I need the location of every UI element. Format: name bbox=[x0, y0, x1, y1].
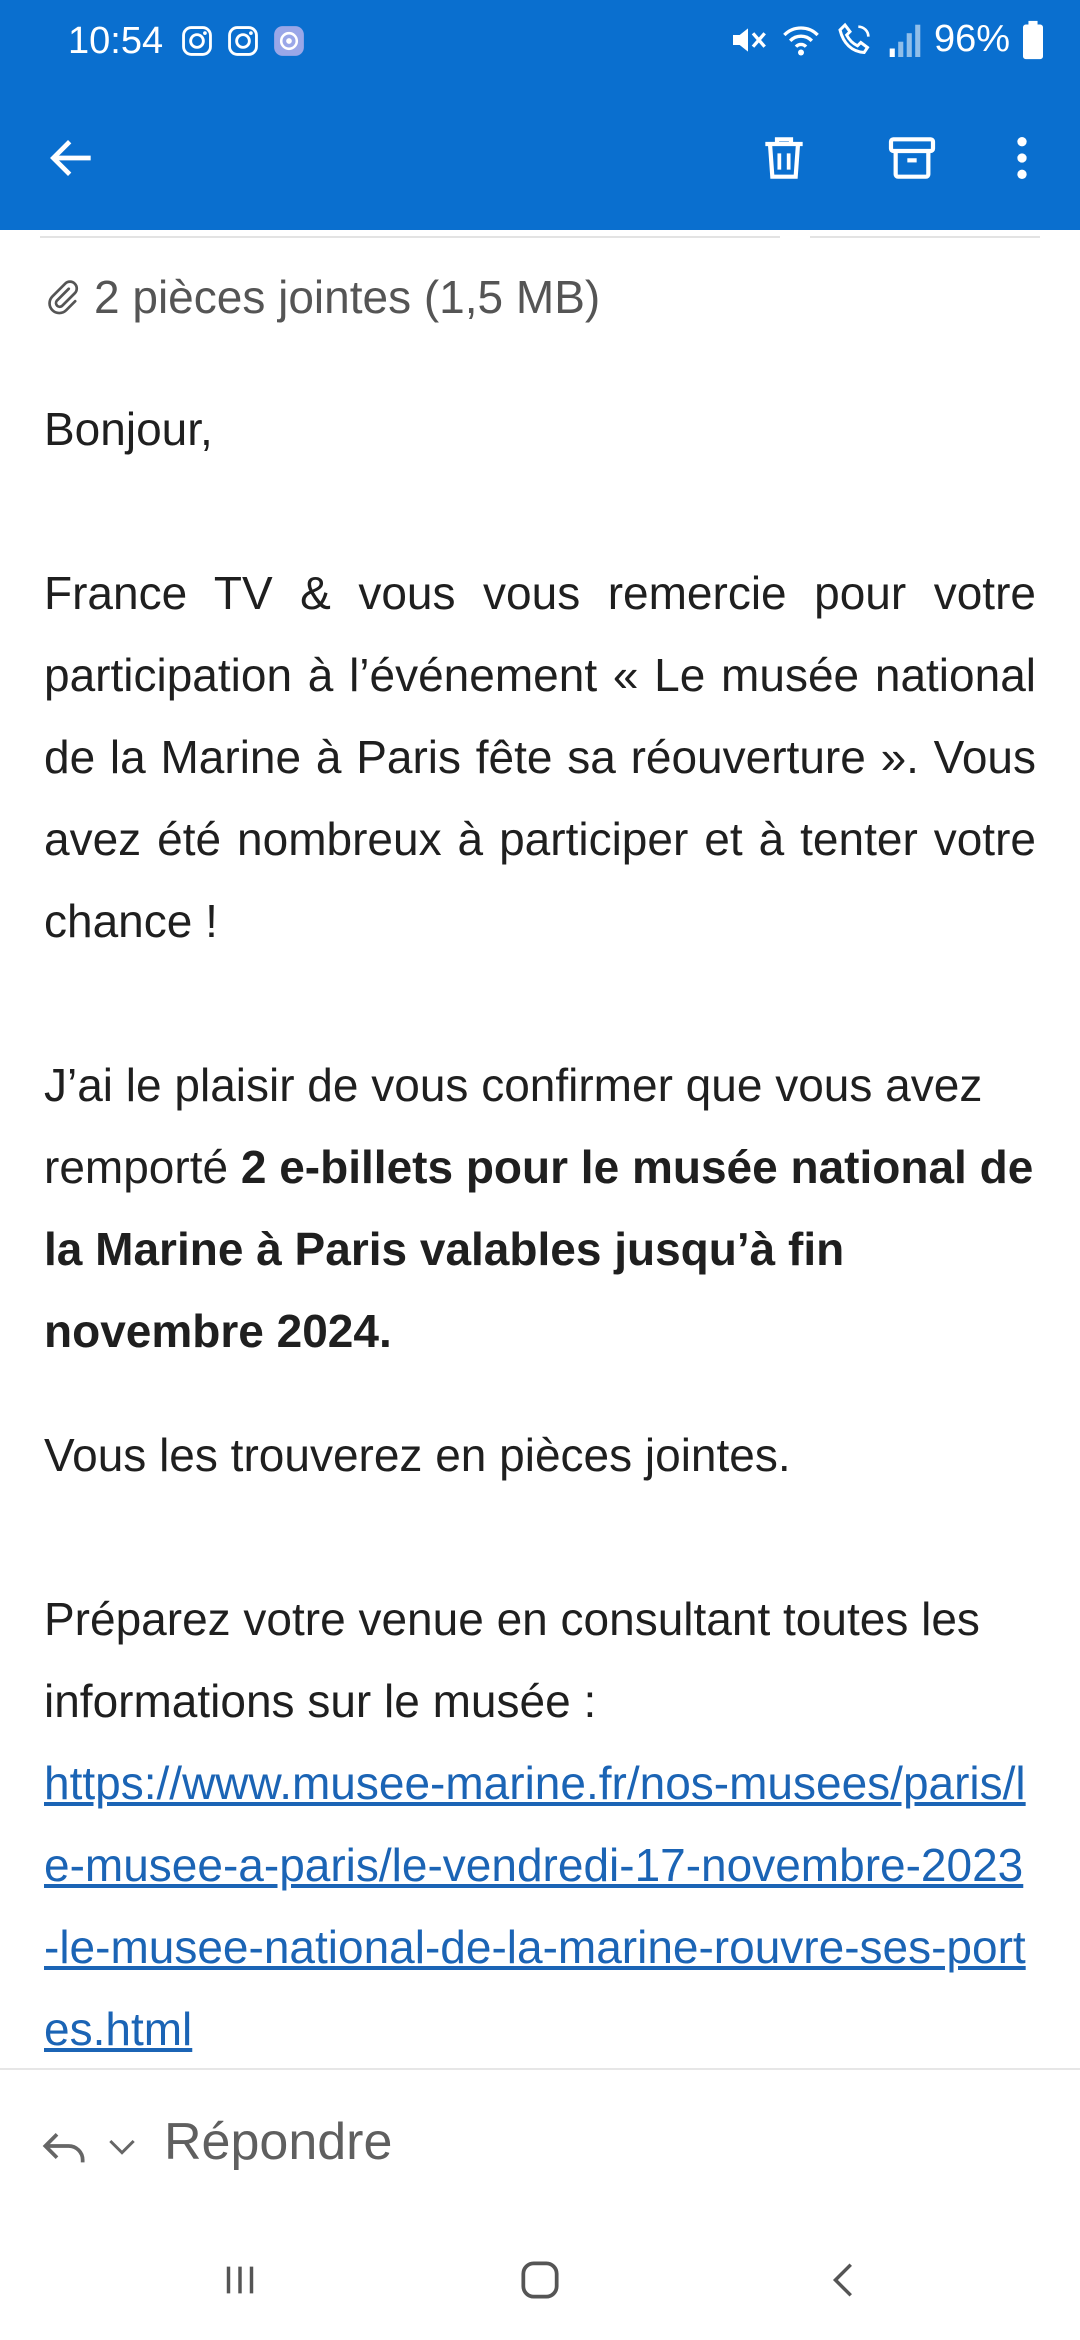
attachments-label: 2 pièces jointes (1,5 MB) bbox=[94, 271, 601, 323]
reply-bar bbox=[0, 2068, 1080, 2222]
home-button[interactable] bbox=[500, 2250, 580, 2310]
chevron-down-icon bbox=[102, 2126, 142, 2166]
body-paragraph: Préparez votre venue en consultant toutes les informations sur le musée : bbox=[44, 1593, 980, 1727]
instagram-icon bbox=[180, 24, 214, 58]
greeting: Bonjour, bbox=[44, 403, 213, 455]
attachments-summary[interactable] bbox=[44, 262, 600, 332]
status-time: 10:54 bbox=[68, 20, 164, 62]
instagram-icon bbox=[226, 24, 260, 58]
body-paragraph: France TV & vous vous remercie pour votre participation à l’événement « Le musée national de la Marine à Paris fête sa réouverture ». Vous avez été nombreux à participer et à tenter votre chance ! bbox=[44, 567, 1036, 947]
mute-icon bbox=[728, 20, 768, 60]
wifi-calling-icon bbox=[834, 20, 876, 60]
reply-button[interactable]: Répondre bbox=[164, 2113, 393, 2171]
battery-percentage: 96% bbox=[933, 18, 1010, 60]
home-icon bbox=[515, 2255, 565, 2305]
archive-button[interactable] bbox=[876, 122, 948, 194]
signal-icon bbox=[888, 21, 922, 59]
nav-back-button[interactable] bbox=[805, 2250, 885, 2310]
archive-icon bbox=[884, 130, 940, 186]
app-notification-icon bbox=[272, 24, 306, 58]
email-content[interactable] bbox=[0, 230, 1080, 2068]
battery-icon bbox=[1022, 20, 1044, 60]
body-paragraph: Vous les trouverez en pièces jointes. bbox=[44, 1429, 791, 1481]
prize-text: 2 e-billets pour le musée national de la Marine à Paris valables jusqu’à fin novembre 2024. bbox=[44, 1141, 1034, 1357]
system-navigation-bar bbox=[0, 2220, 1080, 2340]
recent-apps-icon bbox=[217, 2257, 263, 2303]
more-vert-icon bbox=[994, 130, 1050, 186]
header-card-edge bbox=[40, 230, 1040, 236]
system-status-icons bbox=[728, 18, 1044, 61]
more-options-button[interactable] bbox=[986, 122, 1058, 194]
reply-icon bbox=[36, 2118, 92, 2174]
status-bar bbox=[0, 0, 1080, 86]
wifi-icon bbox=[780, 20, 822, 60]
recent-apps-button[interactable] bbox=[200, 2250, 280, 2310]
nav-back-icon bbox=[822, 2257, 868, 2303]
back-button[interactable] bbox=[36, 122, 108, 194]
back-arrow-icon bbox=[44, 130, 100, 186]
delete-button[interactable] bbox=[748, 122, 820, 194]
paragraph-text: J’ai le plaisir de vous confirmer que vous avez remporté bbox=[44, 1059, 983, 1193]
reply-options-button[interactable] bbox=[36, 2118, 142, 2174]
body-paragraph bbox=[44, 1044, 1036, 1372]
app-bar bbox=[0, 86, 1080, 230]
paperclip-icon bbox=[44, 279, 80, 315]
trash-icon bbox=[756, 130, 812, 186]
museum-link[interactable]: https://www.musee-marine.fr/nos-musees/paris/le-musee-a-paris/le-vendredi-17-novembre-2023-le-musee-national-de-la-marine-rouvre-ses-portes.html bbox=[44, 1757, 1026, 2055]
email-body bbox=[44, 388, 1036, 2068]
notification-icons bbox=[180, 24, 306, 58]
